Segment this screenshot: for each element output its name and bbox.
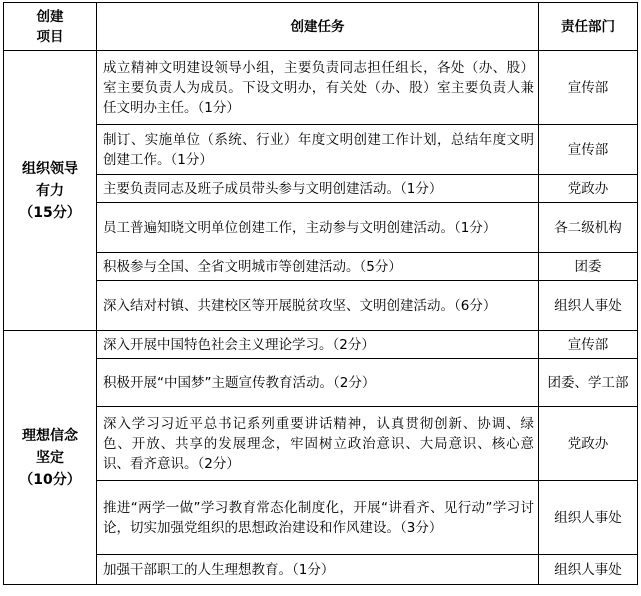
task-cell: 深入学习习近平总书记系列重要讲话精神，认真贯彻创新、协调、绿色、开放、共享的发展理念，牢固树立政治意识、大局意识、核心意识、看齐意识。（2分） <box>97 407 539 481</box>
creation-task-table <box>3 2 638 585</box>
dept-cell: 党政办 <box>539 175 638 203</box>
table-row <box>4 51 638 125</box>
table-row <box>4 407 638 481</box>
table-row <box>4 359 638 407</box>
dept-cell: 宣传部 <box>539 125 638 175</box>
dept-cell: 组织人事处 <box>539 481 638 555</box>
section-title-line2: 坚定 <box>36 449 64 466</box>
dept-cell: 各二级机构 <box>539 203 638 253</box>
task-cell: 成立精神文明建设领导小组，主要负责同志担任组长，各处（办、股）室主要负责人为成员。下设文明办，有关处（办、股）室主要负责人兼任文明办主任。（1分） <box>97 51 539 125</box>
task-cell: 主要负责同志及班子成员带头参与文明创建活动。（1分） <box>97 175 539 203</box>
section-title-organization <box>4 51 97 331</box>
task-cell: 推进“两学一做”学习教育常态化制度化，开展“讲看齐、见行动”学习讨论，切实加强党组织的思想政治建设和作风建设。（3分） <box>97 481 539 555</box>
task-cell: 积极参与全国、全省文明城市等创建活动。（5分） <box>97 253 539 281</box>
section-title-line1: 理想信念 <box>22 427 78 444</box>
dept-cell: 党政办 <box>539 407 638 481</box>
section-title-line2: 有力 <box>36 182 64 199</box>
task-cell: 深入开展中国特色社会主义理论学习。（2分） <box>97 331 539 359</box>
task-cell: 制订、实施单位（系统、行业）年度文明创建工作计划，总结年度文明创建工作。（1分） <box>97 125 539 175</box>
header-category-line1: 创建 <box>36 8 64 25</box>
table-row <box>4 125 638 175</box>
section-title-line3: （10分） <box>19 471 81 488</box>
dept-cell: 组织人事处 <box>539 555 638 585</box>
table-row <box>4 481 638 555</box>
task-cell: 积极开展“中国梦”主题宣传教育活动。（2分） <box>97 359 539 407</box>
dept-cell: 宣传部 <box>539 51 638 125</box>
task-cell: 员工普遍知晓文明单位创建工作，主动参与文明创建活动。（1分） <box>97 203 539 253</box>
header-category <box>4 3 97 51</box>
dept-cell: 团委 <box>539 253 638 281</box>
section-title-line3: （15分） <box>19 204 81 221</box>
dept-cell: 宣传部 <box>539 331 638 359</box>
header-dept: 责任部门 <box>539 3 638 51</box>
section-title-ideals <box>4 331 97 585</box>
table-row <box>4 331 638 359</box>
table-row <box>4 253 638 281</box>
dept-cell: 团委、学工部 <box>539 359 638 407</box>
task-cell: 深入结对村镇、共建校区等开展脱贫攻坚、文明创建活动。（6分） <box>97 281 539 331</box>
header-task: 创建任务 <box>97 3 539 51</box>
section-title-line1: 组织领导 <box>22 160 78 177</box>
table-row <box>4 555 638 585</box>
table-row <box>4 203 638 253</box>
header-row <box>4 3 638 51</box>
dept-cell: 组织人事处 <box>539 281 638 331</box>
header-category-line2: 项目 <box>36 28 64 45</box>
task-cell: 加强干部职工的人生理想教育。（1分） <box>97 555 539 585</box>
table-row <box>4 281 638 331</box>
table-row <box>4 175 638 203</box>
